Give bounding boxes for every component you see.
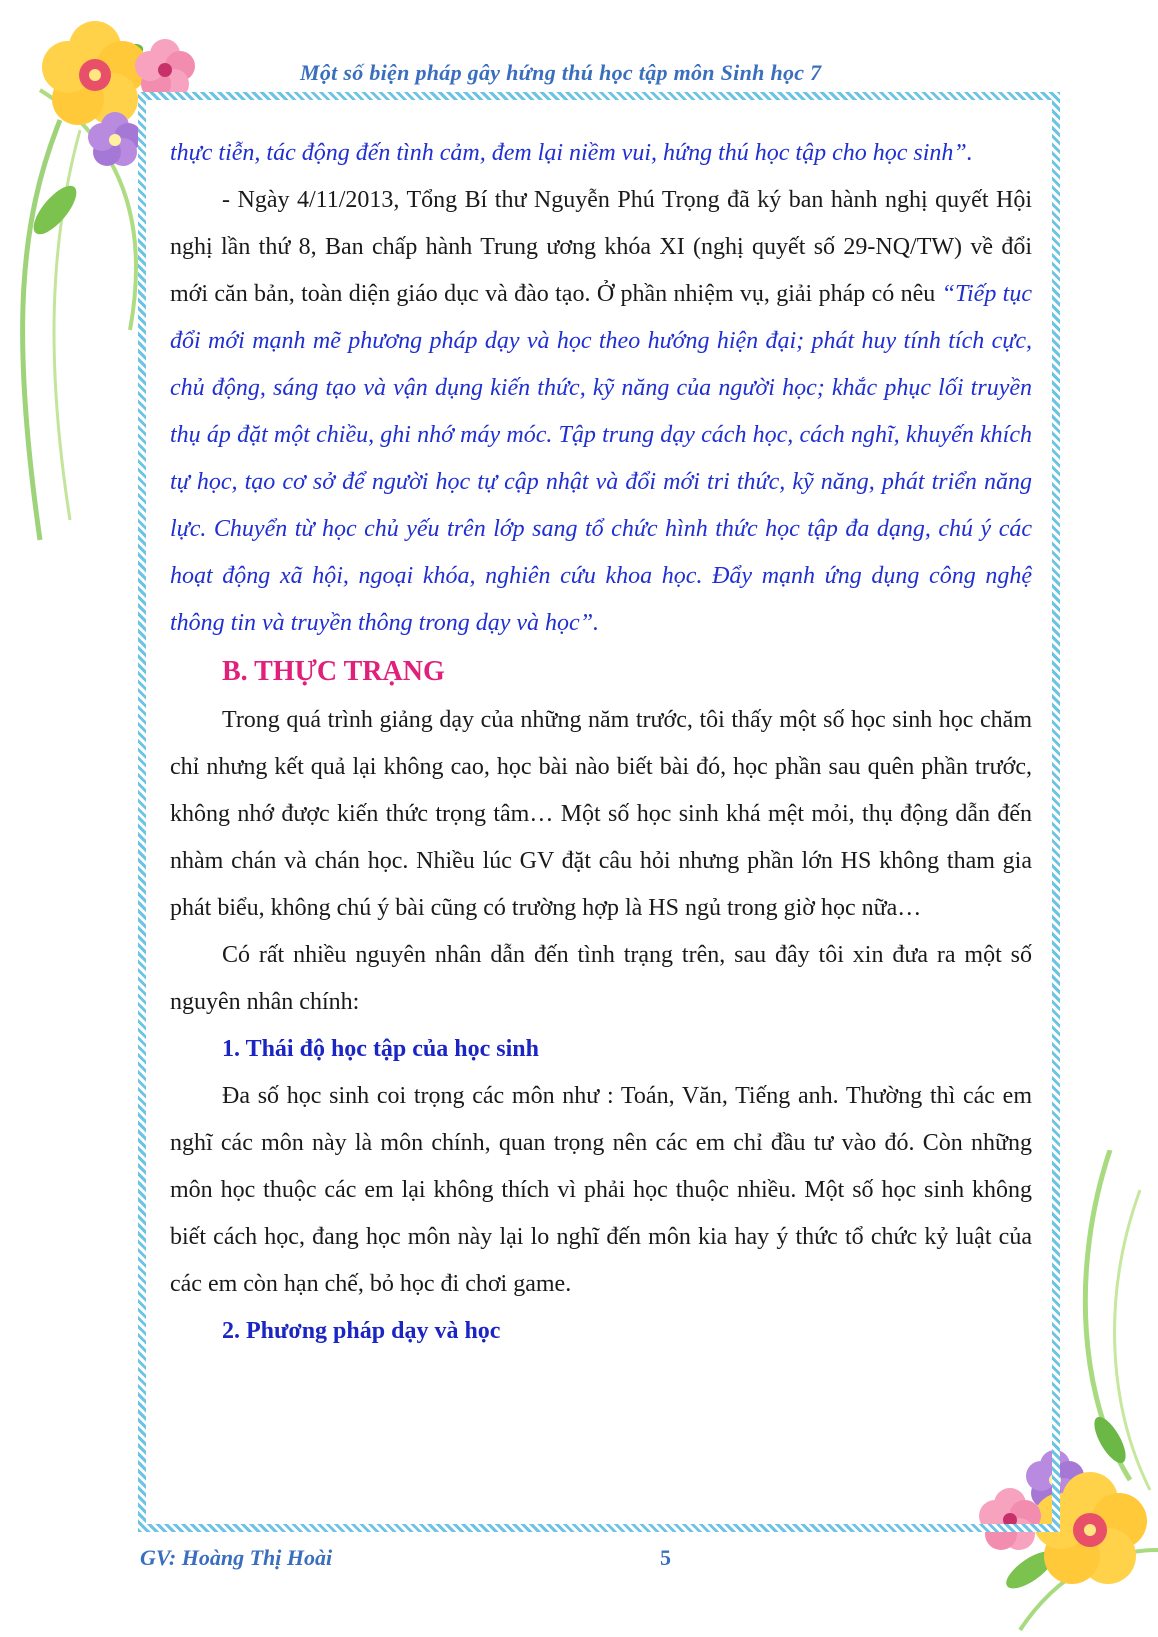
- page-number: 5: [660, 1545, 671, 1570]
- document-body: [170, 130, 1032, 1355]
- resolution-quote: “Tiếp tục đổi mới mạnh mẽ phương pháp dạy và học theo hướng hiện đại; phát huy tính tích cực, chủ động, sáng tạo và vận dụng kiến thức, kỹ năng của người học; khắc phục lối truyền thụ áp đặt một chiều, ghi nhớ máy móc. Tập trung dạy cách học, cách nghĩ, khuyến khích tự học, tạo cơ sở để người học tự cập nhật và đổi mới tri thức, kỹ năng, phát triển năng lực. Chuyển từ học chủ yếu trên lớp sang tổ chức hình thức học tập đa dạng, chú ý các hoạt động xã hội, ngoại khóa, nghiên cứu khoa học. Đẩy mạnh ứng dụng công nghệ thông tin và truyền thông trong dạy và học”.: [170, 281, 1032, 636]
- paragraph-resolution-text: - Ngày 4/11/2013, Tổng Bí thư Nguyễn Phú Trọng đã ký ban hành nghị quyết Hội nghị lần thứ 8, Ban chấp hành Trung ương khóa XI (nghị quyết số 29-NQ/TW) về đổi mới căn bản, toàn diện giáo dục và đào tạo. Ở phần nhiệm vụ, giải pháp có nêu: [170, 187, 1032, 307]
- paragraph-resolution: [170, 177, 1032, 647]
- page-header-title: Một số biện pháp gây hứng thú học tập môn Sinh học 7: [300, 60, 822, 85]
- paragraph-situation: Trong quá trình giảng dạy của những năm trước, tôi thấy một số học sinh học chăm chỉ nhưng kết quả lại không cao, học bài nào biết bài đó, học phần sau quên phần trước, không nhớ được kiến thức trọng tâm… Một số học sinh khá mệt mỏi, thụ động dẫn đến nhàm chán và chán học. Nhiều lúc GV đặt câu hỏi nhưng phần lớn HS không tham gia phát biểu, không chú ý bài cũng có trường hợp là HS ngủ trong giờ học nữa…: [170, 707, 1032, 921]
- section-heading-b: B. THỰC TRẠNG: [222, 656, 445, 687]
- quote-continuation: thực tiễn, tác động đến tình cảm, đem lại niềm vui, hứng thú học tập cho học sinh”.: [170, 140, 973, 166]
- subheading-student-attitude: 1. Thái độ học tập của học sinh: [222, 1036, 539, 1062]
- subheading-teaching-method: 2. Phương pháp dạy và học: [222, 1318, 501, 1344]
- paragraph-student-attitude: Đa số học sinh coi trọng các môn như : Toán, Văn, Tiếng anh. Thường thì các em nghĩ các môn này là môn chính, quan trọng nên các em chỉ đầu tư vào đó. Còn những môn học thuộc các em lại không thích vì phải học thuộc nhiều. Một số học sinh không biết cách học, đang học môn này lại lo nghĩ đến môn kia hay ý thức tổ chức kỷ luật của các em còn hạn chế, bỏ học đi chơi game.: [170, 1083, 1032, 1297]
- footer-author: GV: Hoàng Thị Hoài: [140, 1545, 333, 1570]
- paragraph-causes-intro: Có rất nhiều nguyên nhân dẫn đến tình trạng trên, sau đây tôi xin đưa ra một số nguyên nhân chính:: [170, 942, 1032, 1015]
